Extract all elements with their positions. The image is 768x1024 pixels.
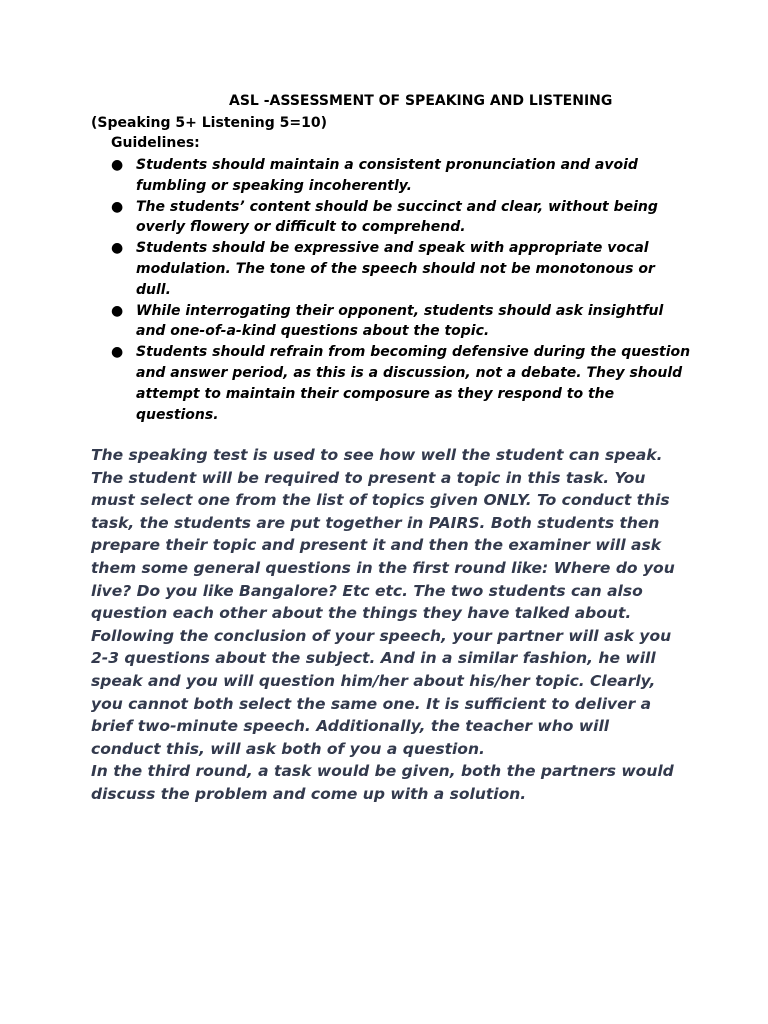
speaking-test-description: [91, 444, 681, 806]
guideline-text: Students should be expressive and speak with appropriate vocal modulation. The tone of the speech should not be monotonous or dull.: [136, 240, 655, 298]
guideline-text: While interrogating their opponent, students should ask insightful and one-of-a-kind questions about the topic.: [136, 302, 664, 340]
bullet-icon: ●: [111, 198, 124, 215]
guideline-item: [111, 238, 691, 300]
score-breakdown: (Speaking 5+ Listening 5=10): [91, 115, 327, 131]
document-title: ASL -ASSESSMENT OF SPEAKING AND LISTENING: [229, 93, 613, 109]
bullet-icon: ●: [111, 240, 124, 257]
guidelines-heading: Guidelines:: [111, 135, 200, 151]
guideline-text: The students’ content should be succinct and clear, without being overly flowery or difficult to comprehend.: [136, 198, 658, 236]
guideline-text: Students should maintain a consistent pronunciation and avoid fumbling or speaking incoherently.: [136, 157, 638, 194]
guideline-text: Students should refrain from becoming defensive during the question and answer period, as this is a discussion, not a debate. They should attempt to maintain their composure as they respond to the questions.: [136, 344, 691, 423]
description-paragraph: In the third round, a task would be given, both the partners would discuss the problem and come up with a solution.: [91, 762, 674, 803]
bullet-icon: ●: [111, 302, 124, 319]
bullet-icon: ●: [111, 344, 124, 361]
guideline-item: [111, 197, 691, 239]
guideline-item: [111, 342, 691, 425]
description-paragraph: The speaking test is used to see how well the student can speak. The student will be required to present a topic in this task. You must select one from the list of topics given ONLY. To conduct this task, the students are put together in PAIRS. Both students then prepare their topic and present it and then the examiner will ask them some general questions in the first round like: Where do you live? Do you like Bangalore? Etc etc. The two students can also question each other about the things they have talked about. Following the conclusion of your speech, your partner will ask you 2-3 questions about the subject. And in a similar fashion, he will speak and you will question him/her about his/her topic. Clearly, you cannot both select the same one. It is sufficient to deliver a brief two-minute speech. Additionally, the teacher who will conduct this, will ask both of you a question.: [91, 446, 675, 758]
guideline-item: [111, 155, 691, 197]
bullet-icon: ●: [111, 157, 124, 173]
guideline-item: [111, 301, 691, 343]
guidelines-list: [111, 155, 691, 425]
